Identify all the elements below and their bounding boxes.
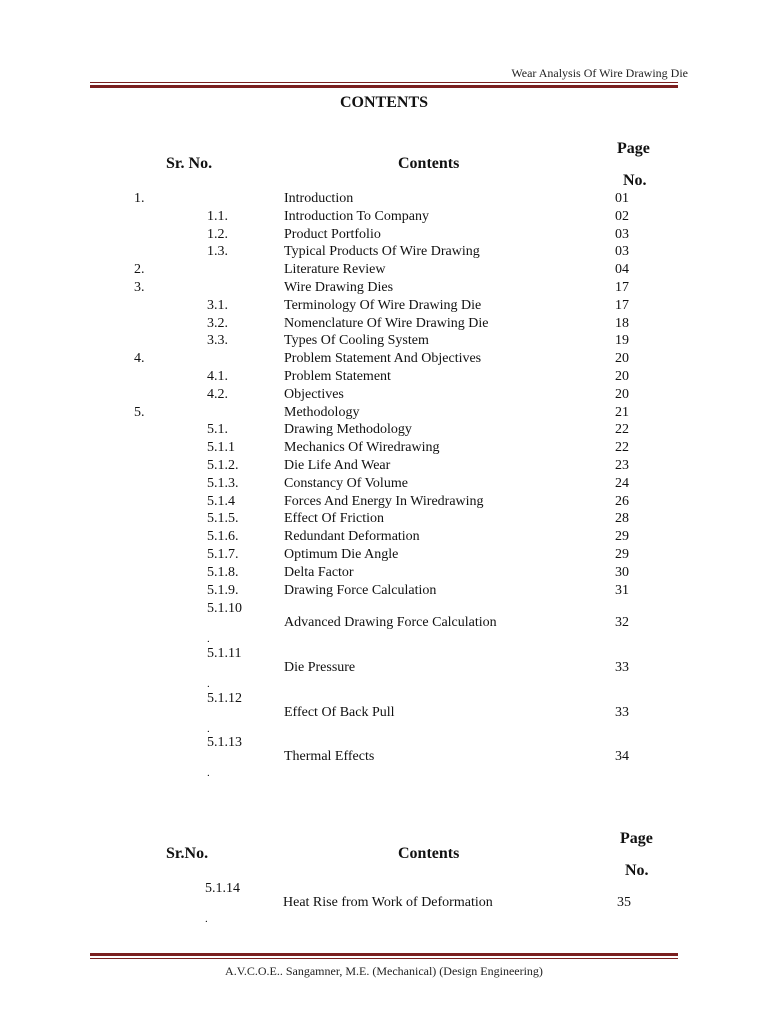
contents-header-2: Contents	[398, 845, 460, 862]
toc-entry-title: Introduction To Company	[284, 208, 429, 224]
toc-entry-title: Heat Rise from Work of Deformation	[283, 895, 493, 910]
toc-section-number: 1.2.	[207, 226, 228, 242]
toc-entry-title: Problem Statement And Objectives	[284, 351, 482, 367]
toc-section-number: 5.1.1	[207, 440, 235, 456]
toc-section-number: 5.1.10	[207, 601, 242, 616]
toc-page-number: 04	[615, 262, 629, 278]
toc-entry-title: Types Of Cooling System	[284, 333, 429, 349]
toc-section-number: 5.1.6.	[207, 529, 239, 545]
toc-entry-title: Drawing Force Calculation	[284, 582, 437, 598]
toc-page-number: 01	[615, 191, 629, 206]
toc-page-number: 22	[615, 422, 629, 438]
srno-header: Sr. No.	[166, 155, 213, 172]
toc-entry-title: Nomenclature Of Wire Drawing Die	[284, 315, 489, 331]
header-rule-thick	[90, 85, 678, 88]
toc-section-number: 5.1.7.	[207, 547, 239, 562]
toc-page-number: 17	[615, 280, 629, 295]
toc-page-number: 21	[615, 404, 629, 420]
toc-page-number: 33	[615, 705, 629, 720]
toc-page-number: 17	[615, 297, 629, 313]
toc-chapter-number: 4.	[134, 351, 145, 367]
toc-page-number: 03	[615, 226, 629, 242]
footer-text: A.V.C.O.E.. Sangamner, M.E. (Mechanical) (Design Engineering)	[225, 964, 543, 978]
toc-page-number: 31	[615, 582, 629, 598]
toc-entry-title: Objectives	[284, 386, 344, 402]
toc-entry-title: Redundant Deformation	[284, 529, 420, 545]
toc-page-number: 33	[615, 660, 629, 675]
toc-entry-title: Introduction	[284, 191, 354, 206]
toc-entry-title: Wire Drawing Dies	[284, 280, 394, 295]
toc-entry-title: Problem Statement	[284, 369, 391, 384]
toc-section-number: 5.1.12	[207, 691, 242, 706]
toc-section-number: 3.3.	[207, 333, 228, 349]
toc-entry-title: Typical Products Of Wire Drawing	[284, 244, 480, 260]
toc-section-number-dot: .	[207, 767, 210, 779]
toc-entry-title: Effect Of Back Pull	[284, 705, 395, 720]
toc-section-number: 1.1.	[207, 208, 228, 224]
footer-rule-thin	[90, 958, 678, 959]
page-header-line1: Page	[617, 140, 650, 157]
header-rule-thin	[90, 82, 678, 83]
toc-section-number: 5.1.14	[205, 881, 240, 896]
toc-section-number: 5.1.8.	[207, 564, 239, 580]
toc-page-number: 02	[615, 208, 629, 224]
toc-page-number: 30	[615, 564, 629, 580]
toc-section-number-dot: .	[205, 913, 208, 925]
toc-page-number: 23	[615, 458, 629, 473]
contents-header: Contents	[398, 155, 460, 172]
toc-page-number: 32	[615, 615, 629, 630]
toc-entry-title: Optimum Die Angle	[284, 547, 399, 562]
toc-section-number: 5.1.3.	[207, 475, 239, 491]
page-title: CONTENTS	[339, 94, 429, 111]
toc-entry-title: Terminology Of Wire Drawing Die	[284, 297, 482, 313]
toc-chapter-number: 5.	[134, 404, 145, 420]
toc-entry-title: Constancy Of Volume	[284, 475, 408, 491]
toc-page-number: 20	[615, 351, 629, 367]
toc-section-number-dot: .	[207, 723, 210, 735]
toc-entry-title: Die Pressure	[284, 660, 356, 675]
page-header-2-line2: No.	[625, 862, 649, 879]
toc-entry-title: Mechanics Of Wiredrawing	[284, 440, 440, 456]
toc-entry-title: Forces And Energy In Wiredrawing	[284, 493, 484, 509]
toc-page-number: 18	[615, 315, 629, 331]
toc-page-number: 24	[615, 475, 629, 491]
toc-page-number: 26	[615, 493, 629, 509]
toc-section-number: 4.1.	[207, 369, 228, 384]
toc-section-number-dot: .	[207, 678, 210, 690]
toc-section-number: 5.1.11	[207, 646, 242, 661]
running-header: Wear Analysis Of Wire Drawing Die	[511, 66, 688, 80]
toc-section-number: 5.1.13	[207, 735, 242, 750]
toc-section-number: 1.3.	[207, 244, 228, 260]
toc-entry-title: Thermal Effects	[284, 749, 375, 764]
toc-chapter-number: 1.	[134, 191, 145, 206]
toc-page-number: 03	[615, 244, 629, 260]
toc-section-number: 3.2.	[207, 315, 228, 331]
toc-section-number: 3.1.	[207, 297, 228, 313]
toc-section-number: 5.1.9.	[207, 582, 239, 598]
toc-entry-title: Methodology	[284, 404, 360, 420]
toc-page-number: 20	[615, 369, 629, 384]
toc-section-number: 5.1.5.	[207, 511, 239, 527]
toc-entry-title: Advanced Drawing Force Calculation	[284, 615, 497, 630]
footer-rule-thick	[90, 953, 678, 956]
toc-entry-title: Delta Factor	[284, 564, 354, 580]
page-header-line2: No.	[623, 172, 647, 189]
toc-chapter-number: 3.	[134, 280, 145, 295]
toc-entry-title: Drawing Methodology	[284, 422, 412, 438]
toc-section-number-dot: .	[207, 633, 210, 645]
toc-page-number: 20	[615, 386, 629, 402]
toc-page-number: 34	[615, 749, 629, 764]
toc-entry-title: Die Life And Wear	[284, 458, 391, 473]
toc-page-number: 29	[615, 529, 629, 545]
toc-page-number: 22	[615, 440, 629, 456]
srno-header-2: Sr.No.	[166, 845, 209, 862]
toc-chapter-number: 2.	[134, 262, 145, 278]
page-header-2-line1: Page	[620, 830, 653, 847]
toc-section-number: 5.1.	[207, 422, 228, 438]
toc-section-number: 4.2.	[207, 386, 228, 402]
toc-entry-title: Product Portfolio	[284, 226, 381, 242]
toc-entry-title: Literature Review	[284, 262, 386, 278]
toc-page-number: 19	[615, 333, 629, 349]
toc-section-number: 5.1.4	[207, 493, 235, 509]
toc-entry-title: Effect Of Friction	[284, 511, 385, 527]
toc-page-number: 28	[615, 511, 629, 527]
toc-page-number: 29	[615, 547, 629, 562]
toc-page-number: 35	[617, 895, 631, 910]
toc-section-number: 5.1.2.	[207, 458, 239, 473]
